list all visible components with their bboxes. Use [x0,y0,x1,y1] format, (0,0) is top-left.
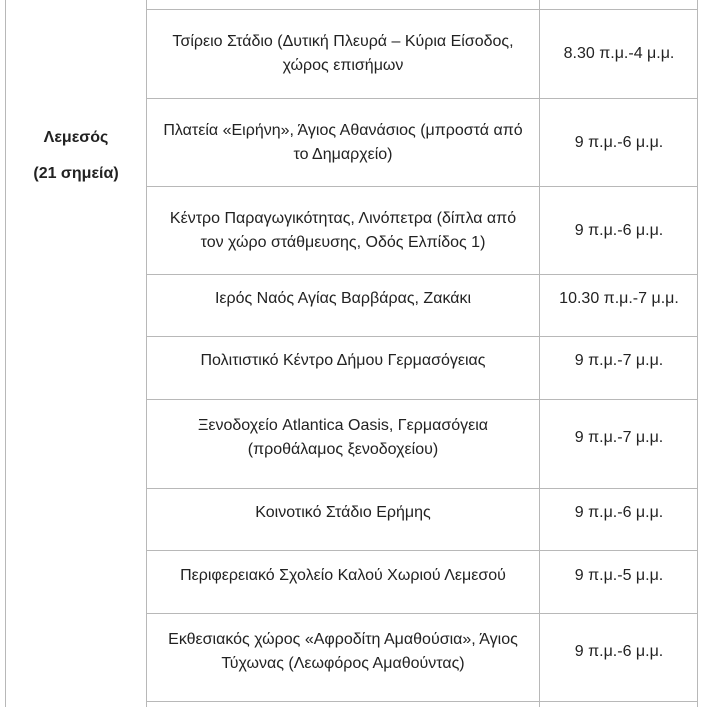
location-cell: Κοινοτικό Στάδιο Ερήμης [255,504,431,521]
hours-cell: 9 π.μ.-6 μ.μ. [574,133,664,151]
region-cell [6,120,146,192]
location-cell: Περιφερειακό Σχολείο Καλού Χωριού Λεμεσού [180,567,506,584]
table-border-left [5,0,6,707]
hours-cell: 10.30 π.μ.-7 μ.μ. [559,290,679,307]
location-cell: Πολιτιστικό Κέντρο Δήμου Γερμασόγειας [200,352,486,369]
location-cell: Τσίρειο Στάδιο (Δυτική Πλευρά – Κύρια Είσοδος, χώρος επισήμων [172,33,514,74]
hours-cell: 9 π.μ.-7 μ.μ. [574,352,664,369]
hours-cell: 9 π.μ.-6 μ.μ. [574,221,664,239]
region-name: Λεμεσός [43,129,109,146]
location-cell: Εκθεσιακός χώρος «Αφροδίτη Αμαθούσια», Άγιος Τύχωνας (Λεωφόρος Αμαθούντας) [168,630,518,672]
location-cell: Ξενοδοχείο Atlantica Oasis, Γερμασόγεια (προθάλαμος ξενοδοχείου) [197,416,489,458]
hours-cell: 9 π.μ.-5 μ.μ. [574,567,664,584]
hours-cell: 8.30 π.μ.-4 μ.μ. [563,45,675,62]
location-cell: Πλατεία «Ειρήνη», Άγιος Αθανάσιος (μπροστά από το Δημαρχείο) [163,121,523,163]
hours-cell: 9 π.μ.-6 μ.μ. [574,642,664,660]
region-count: (21 σημεία) [33,165,119,182]
row-divider [146,701,698,702]
location-cell: Κέντρο Παραγωγικότητας, Λινόπετρα (δίπλα από τον χώρο στάθμευσης, Οδός Ελπίδος 1) [169,209,517,251]
location-cell: Ιερός Ναός Αγίας Βαρβάρας, Ζακάκι [214,290,472,307]
hours-cell: 9 π.μ.-7 μ.μ. [574,428,664,446]
hours-cell: 9 π.μ.-6 μ.μ. [574,504,664,521]
